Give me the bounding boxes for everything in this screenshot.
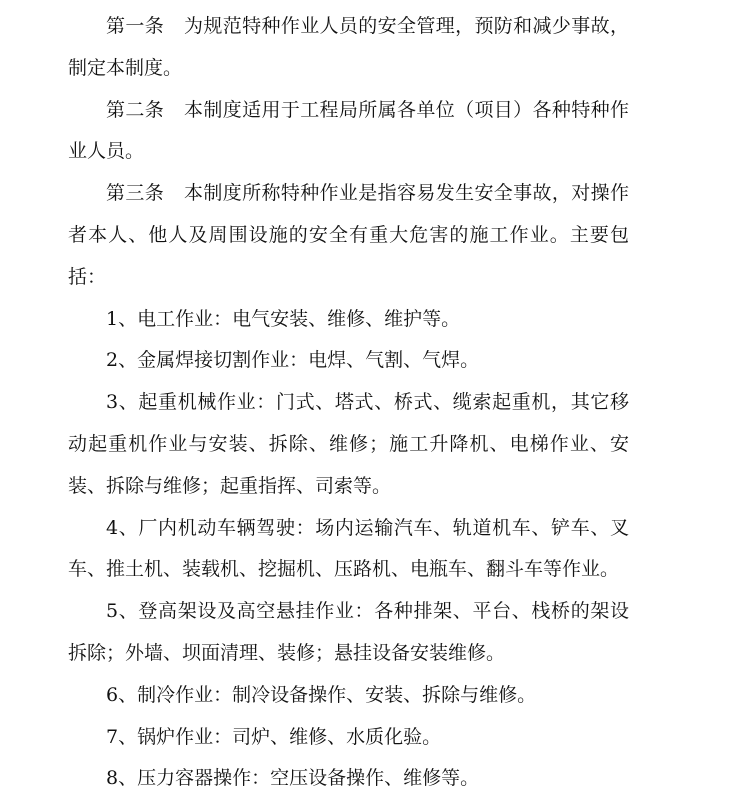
article-3-label: 第三条 xyxy=(106,182,165,205)
article-2 xyxy=(68,90,629,174)
article-1-text: 为规范特种作业人员的安全管理，预防和减少事故，制定本制度。 xyxy=(68,15,629,79)
list-item: 8、压力容器操作：空压设备操作、维修等。 xyxy=(106,767,480,790)
article-2-label: 第二条 xyxy=(106,98,165,121)
list-item: 2、金属焊接切割作业：电焊、气割、气焊。 xyxy=(106,349,480,372)
list-item: 1、电工作业：电气安装、维修、维护等。 xyxy=(106,307,461,330)
article-3-text: 本制度所称特种作业是指容易发生安全事故，对操作者本人、他人及周围设施的安全有重大危害的施工作业。主要包括： xyxy=(68,182,629,288)
article-1 xyxy=(68,6,629,90)
list-item: 7、锅炉作业：司炉、维修、水质化验。 xyxy=(106,725,442,748)
article-1-label: 第一条 xyxy=(106,15,165,37)
article-3 xyxy=(68,173,629,298)
list-item: 4、厂内机动车辆驾驶：场内运输汽车、轨道机车、铲车、叉车、推土机、装载机、挖掘机、压路机、电瓶车、翻斗车等作业。 xyxy=(68,516,629,581)
list-item: 3、起重机械作业：门式、塔式、桥式、缆索起重机，其它移动起重机作业与安装、拆除、维修；施工升降机、电梯作业、安装、拆除与维修；起重指挥、司索等。 xyxy=(68,391,629,497)
list-item: 5、登高架设及高空悬挂作业：各种排架、平台、栈桥的架设拆除；外墙、坝面清理、装修；悬挂设备安装维修。 xyxy=(68,600,629,664)
article-2-text: 本制度适用于工程局所属各单位（项目）各种特种作业人员。 xyxy=(68,98,629,163)
list-item: 6、制冷作业：制冷设备操作、安装、拆除与维修。 xyxy=(106,683,537,706)
